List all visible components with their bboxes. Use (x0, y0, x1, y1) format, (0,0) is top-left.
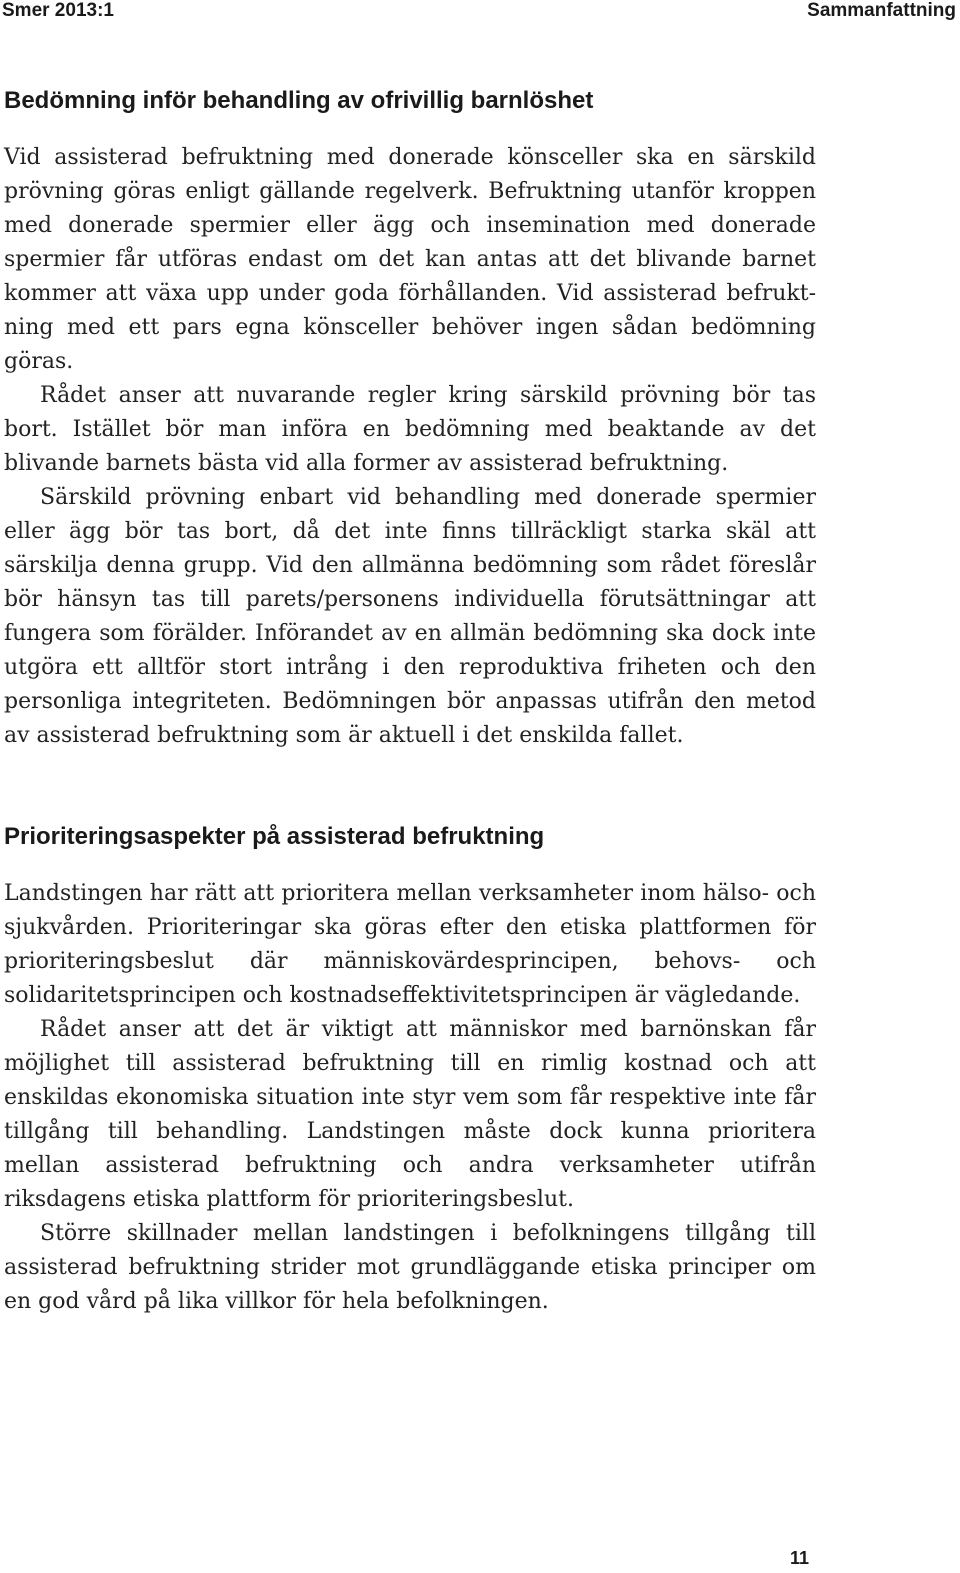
paragraph: Större skillnader mellan landstingen i befolkningens tillgång till assisterad befruktning strider mot grundläggande etiska principer om en god vård på lika villkor för hela befolkningen. (4, 1221, 816, 1314)
section-heading: Prioriteringsaspekter på assisterad befruktning (4, 823, 545, 850)
chapter-title: Sammanfattning (807, 0, 956, 21)
report-number: Smer 2013:1 (2, 0, 114, 21)
paragraph: Landstingen har rätt att prioritera mellan verksamheter inom hälso- och sjukvården. Prioriteringar ska göras efter den etiska plattformen för prioriteringsbeslut där människovärdesprincipen, behovs- och solidaritetsprincipen och kostnadseffektivitetsprincipen är vägledande. (4, 881, 816, 1008)
paragraph: Rådet anser att nuvarande regler kring särskild prövning bör tas bort. Istället bör man införa en bedömning med beaktande av det blivande barnets bästa vid alla former av assisterad befruktning. (4, 383, 816, 476)
paragraph: Vid assisterad befruktning med donerade könsceller ska en särskild prövning göras enligt gällande regelverk. Befruktning utanför kroppen med donerade spermier eller ägg och insemination med donerade spermier får utföras endast om det kan antas att det blivande barnet kommer att växa upp under goda förhållanden. Vid assisterad befruktning med ett pars egna könsceller behöver ingen sådan bedömning göras. (4, 145, 816, 374)
running-header (0, 0, 960, 26)
section-assessment (4, 84, 816, 753)
section-prioritization (4, 820, 816, 1319)
section-heading: Bedömning inför behandling av ofrivillig barnlöshet (4, 87, 594, 114)
page-number: 11 (790, 1548, 810, 1568)
paragraph: Särskild prövning enbart vid behandling med donerade spermier eller ägg bör tas bort, då det inte finns tillräckligt starka skäl att särskilja denna grupp. Vid den allmänna bedömning som rådet föreslår bör hänsyn tas till parets/personens individuella förutsättningar att fungera som förälder. Införandet av en allmän bedömning ska dock inte utgöra ett alltför stort intrång i den reproduktiva friheten och den personliga integriteten. Bedömningen bör anpassas utifrån den metod av assisterad befruktning som är aktuell i det enskilda fallet. (4, 485, 816, 748)
paragraph: Rådet anser att det är viktigt att människor med barnönskan får möjlighet till assisterad befruktning till en rimlig kostnad och att enskildas ekonomiska situation inte styr vem som får respektive inte får tillgång till behandling. Landstingen måste dock kunna prioritera mellan assisterad befruktning och andra verksamheter utifrån riksdagens etiska plattform för prioriteringsbeslut. (4, 1017, 816, 1212)
